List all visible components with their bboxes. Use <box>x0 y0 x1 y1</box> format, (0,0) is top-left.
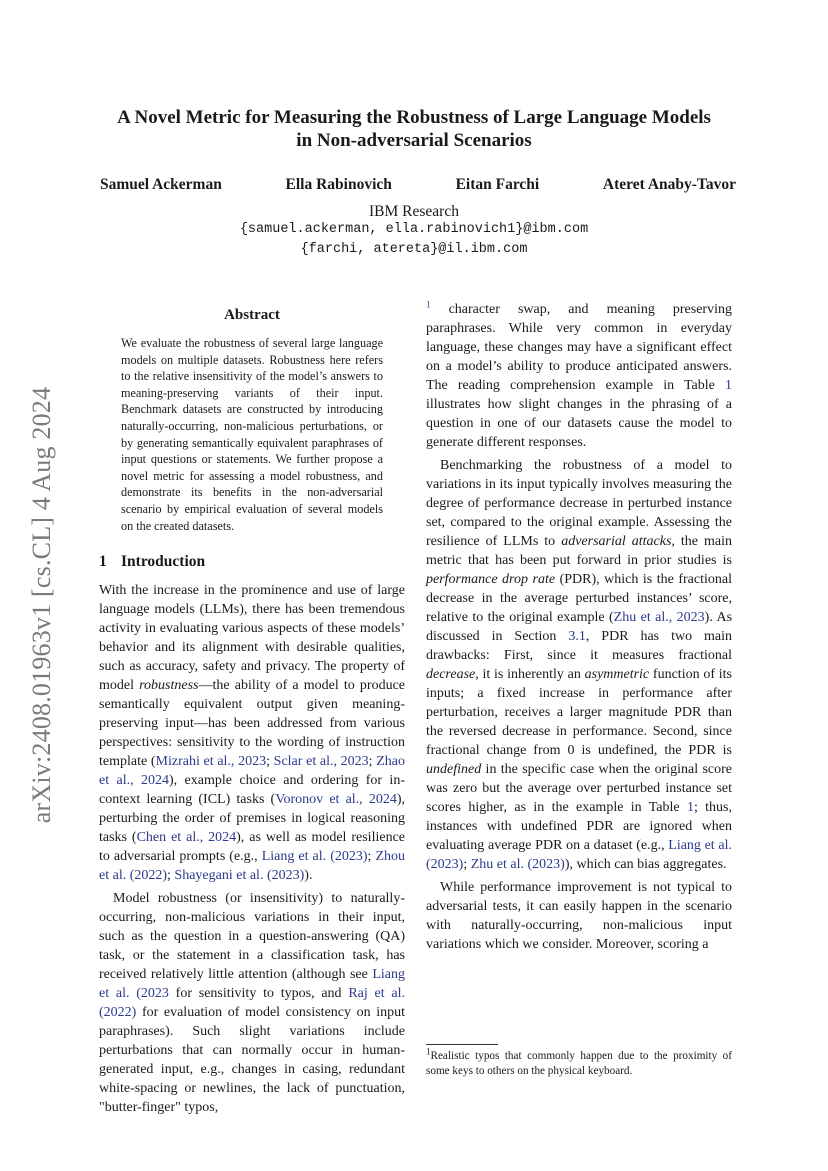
intro-paragraph-2: Model robustness (or insensitivity) to naturally-occurring, non-malicious variations in their input, such as the question in a question-answering (QA) task, or the statement in a classification task, has received relatively little attention (although see Liang et al. (2023 for sensitivity to typos, and Raj et al. (2022) for evaluation of model consistency on input paraphrases). Such slight variations include perturbations that can normally occur in human-generated input, e.g., changes in casing, redundant white-spacing or newlines, the lack of punctuation, "butter-finger" typos, <box>99 891 406 1116</box>
intro-paragraph-2-continued: $^1$ character swap, and meaning preserving paraphrases. While very common in everyday language, these changes may have a significant effect on a model’s ability to produce anticipated answers. The reading comprehension example in Table 1 illustrates how slight changes in the phrasing of a question in one of our datasets cause the model to generate different responses. <box>426 299 732 450</box>
footnote <box>426 1046 732 1079</box>
citation-link[interactable]: Liang et al. (2023) <box>426 838 732 872</box>
footnote-divider <box>426 1044 498 1045</box>
citation-link[interactable]: Raj et al. (2022) <box>99 986 406 1021</box>
section-heading <box>99 552 405 571</box>
author-name: Ella Rabinovich <box>285 176 392 193</box>
author-name: Eitan Farchi <box>455 176 540 193</box>
footnote-marker[interactable]: 1 <box>426 299 431 310</box>
author-name: Ateret Anaby-Tavor <box>602 176 736 193</box>
table-reference[interactable]: 1 <box>725 378 732 393</box>
citation-link[interactable]: Liang et al. (2023) <box>261 849 368 865</box>
citation-link[interactable]: Zhu et al., 2023 <box>613 610 705 625</box>
email-line-2: {farchi, atereta}@il.ibm.com <box>300 242 528 257</box>
table-reference[interactable]: 1 <box>686 800 694 815</box>
citation-link[interactable]: Mizrahi et al., 2023 <box>155 754 267 770</box>
arxiv-identifier: arXiv:2408.01963v1 [cs.CL] 4 Aug 2024 <box>27 386 56 824</box>
author-name: Samuel Ackerman <box>100 176 222 193</box>
arxiv-sidebar <box>22 360 62 850</box>
citation-link[interactable]: Chen et al., 2024 <box>136 830 237 846</box>
section-title: Introduction <box>121 553 206 571</box>
right-column <box>426 300 732 954</box>
title-line-1: A Novel Metric for Measuring the Robustness of Large Language Models <box>117 107 711 128</box>
citation-link[interactable]: Voronov et al., 2024 <box>275 792 397 808</box>
intro-paragraph-1: With the increase in the prominence and use of large language models (LLMs), there has been tremendous activity in evaluating various aspects of these models’ behavior and its alignment with desirable qualities, such as accuracy, safety and privacy. The property of model robustness—the ability of a model to produce semantically equivalent output given meaning-preserving input—has been addressed from various perspectives: sensitivity to the wording of instruction template (Mizrahi et al., 2023; Sclar et al., 2023; Zhao et al., 2024), example choice and ordering for in-context learning (ICL) tasks (Voronov et al., 2024), perturbing the order of premises in logical reasoning tasks (Chen et al., 2024), as well as model resilience to adversarial prompts (e.g., Liang et al. (2023); Zhou et al. (2022); Shayegani et al. (2023)). <box>99 583 406 884</box>
affiliation: IBM Research <box>369 203 459 220</box>
citation-link[interactable]: Zhou et al. (2022) <box>99 849 406 884</box>
section-reference[interactable]: 3.1 <box>568 629 586 644</box>
citation-link[interactable]: Zhu et al. (2023) <box>470 857 565 872</box>
citation-link[interactable]: Sclar et al., 2023 <box>273 754 369 770</box>
author-list <box>100 176 736 194</box>
footnote-text: Realistic typos that commonly happen due to the proximity of some keys to others on the physical keyboard. <box>426 1050 732 1077</box>
paper-title <box>60 106 768 152</box>
intro-paragraph-3: Benchmarking the robustness of a model to variations in its input typically involves measuring the degree of performance decrease in perturbed instance set, compared to the original example. Assessing the resilience of LLMs to adversarial attacks, the main metric that has been put forward in prior studies is performance drop rate (PDR), which is the fractional decrease in the average perturbed instances’ score, relative to the original example (Zhu et al., 2023). As discussed in Section 3.1, PDR has two main drawbacks: First, since it measures fractional decrease, it is inherently an asymmetric function of its inputs; a fixed increase in performance after perturbation, receives a larger magnitude PDR than the reversed decrease in performance. Second, since fractional change from 0 is undefined, the PDR is undefined in the specific case when the original score was zero but the average over perturbed instance set scores higher, as in the example in Table 1; thus, instances with undefined PDR are ignored when evaluating average PDR on a dataset (e.g., Liang et al. (2023); Zhu et al. (2023)), which can bias aggregates. <box>426 458 733 872</box>
left-column <box>99 300 405 1117</box>
citation-link[interactable]: Liang et al. (2023 <box>99 967 405 1002</box>
email-line-1: {samuel.ackerman, ella.rabinovich1}@ibm.com <box>239 222 589 237</box>
intro-paragraph-4: While performance improvement is not typical to adversarial tests, it can easily happen in the scenario with naturally-occurring, non-malicious input variations which we consider. Moreover, scoring a <box>426 880 732 952</box>
citation-link[interactable]: Shayegani et al. (2023) <box>174 868 305 884</box>
abstract-body: We evaluate the robustness of several large language models on multiple datasets. Robustness here refers to the relative insensitivity of the model’s answers to meaning-preserving variants of their input. Benchmark datasets are constructed by introducing naturally-occurring, non-malicious perturbations, or by generating semantically equivalent paraphrases of input questions or statements. We further propose a novel metric for assessing a model robustness, and demonstrate its benefits in the non-adversarial scenario by empirical evaluation of several models on the created datasets. <box>121 336 383 533</box>
citation-link[interactable]: Zhao et al., 2024 <box>99 754 406 789</box>
abstract-heading: Abstract <box>224 307 280 323</box>
footnote-number: 1 <box>426 1046 431 1057</box>
title-line-2: in Non-adversarial Scenarios <box>296 130 532 151</box>
section-number: 1 <box>99 553 107 571</box>
